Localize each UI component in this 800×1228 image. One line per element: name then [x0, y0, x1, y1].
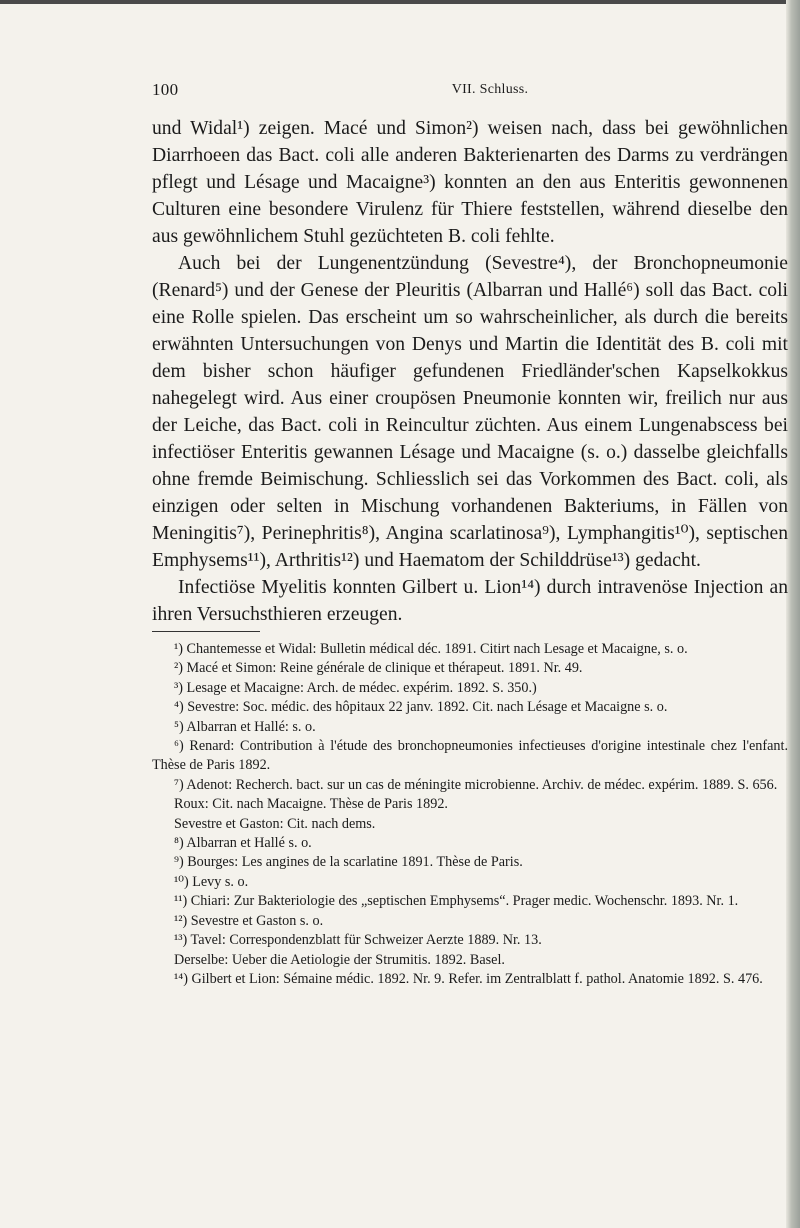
main-text	[152, 115, 788, 628]
footnote-14: ¹⁴) Gilbert et Lion: Sémaine médic. 1892. Nr. 9. Refer. im Zentralblatt f. pathol. Anatomie 1892. S. 476.	[174, 970, 763, 987]
page-top-edge	[0, 0, 800, 4]
footnotes	[152, 640, 788, 989]
footnote-1: ¹) Chantemesse et Widal: Bulletin médical déc. 1891. Citirt nach Lesage et Macaigne, s. o.	[174, 641, 688, 657]
page-header	[152, 80, 788, 102]
paragraph-2: Auch bei der Lungenentzündung (Sevestre⁴), der Bronchopneumonie (Renard⁵) und der Genese der Pleuritis (Albarran und Hallé⁶) soll das Bact. coli eine Rolle spielen. Das erscheint um so wahrscheinlicher, als durch die bereits erwähnten Untersuchungen von Denys und Martin die Identität des B. coli mit dem bisher schon häufiger gefundenen Friedländer'schen Kapselkokkus nahegelegt wird. Aus einer croupösen Pneumonie konnten wir, freilich nur aus der Leiche, das Bact. coli in Reincultur züchten. Aus einem Lungenabscess bei infectiöser Enteritis gewannen Lésage und Macaigne (s. o.) dasselbe gleichfalls ohne fremde Beimischung. Schliesslich sei das Vorkommen des Bact. coli, als einzigen oder selten in Mischung vorhandenen Bakteriums, in Fällen von Meningitis⁷), Perinephritis⁸), Angina scarlatinosa⁹), Lymphangitis¹⁰), septischen Emphysems¹¹), Arthritis¹²) und Haematom der Schilddrüse¹³) gedacht.	[152, 253, 788, 571]
page-number: 100	[152, 80, 179, 99]
footnote-13: ¹³) Tavel: Correspondenzblatt für Schweizer Aerzte 1889. Nr. 13.	[174, 932, 542, 949]
footnote-6: ⁶) Renard: Contribution à l'étude des bronchopneumonies infectieuses d'origine intestinale chez l'enfant. Thèse de Paris 1892.	[152, 738, 788, 774]
footnote-11: ¹¹) Chiari: Zur Bakteriologie des „septischen Emphysems“. Prager medic. Wochenschr. 1893. Nr. 1.	[174, 893, 739, 910]
footnote-12: ¹²) Sevestre et Gaston s. o.	[174, 912, 324, 929]
page-binding-edge	[786, 0, 800, 1228]
running-title: VII. Schluss.	[451, 82, 529, 97]
paragraph-3: Infectiöse Myelitis konnten Gilbert u. Lion¹⁴) durch intravenöse Injection an ihren Versuchsthieren erzeugen.	[152, 577, 788, 625]
footnote-7-roux: Roux: Cit. nach Macaigne. Thèse de Paris 1892.	[174, 796, 448, 813]
footnote-3: ³) Lesage et Macaigne: Arch. de médec. expérim. 1892. S. 350.)	[174, 679, 537, 696]
footnote-7-sevestre: Sevestre et Gaston: Cit. nach dems.	[174, 815, 376, 832]
footnote-10: ¹⁰) Levy s. o.	[174, 873, 249, 890]
footnote-7: ⁷) Adenot: Recherch. bact. sur un cas de méningite microbienne. Archiv. de médec. expérim. 1889. S. 656.	[174, 776, 778, 793]
footnote-2: ²) Macé et Simon: Reine générale de clinique et thérapeut. 1891. Nr. 49.	[174, 660, 583, 677]
footnote-9: ⁹) Bourges: Les angines de la scarlatine 1891. Thèse de Paris.	[174, 854, 523, 871]
footnote-4: ⁴) Sevestre: Soc. médic. des hôpitaux 22 janv. 1892. Cit. nach Lésage et Macaigne s. o.	[174, 699, 668, 716]
footnote-8: ⁸) Albarran et Hallé s. o.	[174, 835, 312, 852]
footnote-13-derselbe: Derselbe: Ueber die Aetiologie der Strumitis. 1892. Basel.	[174, 951, 505, 968]
footnote-5: ⁵) Albarran et Hallé: s. o.	[174, 718, 316, 735]
footnote-separator	[152, 631, 260, 632]
paragraph-1: und Widal¹) zeigen. Macé und Simon²) weisen nach, dass bei gewöhnlichen Diarrhoeen das Bact. coli alle anderen Bakterienarten des Darms zu verdrängen pflegt und Lésage und Macaigne³) konnten an den aus Enteritis gewonnenen Culturen eine besondere Virulenz für Thiere feststellen, während dieselbe den aus gewöhnlichem Stuhl gezüchteten B. coli fehlte.	[152, 118, 788, 247]
